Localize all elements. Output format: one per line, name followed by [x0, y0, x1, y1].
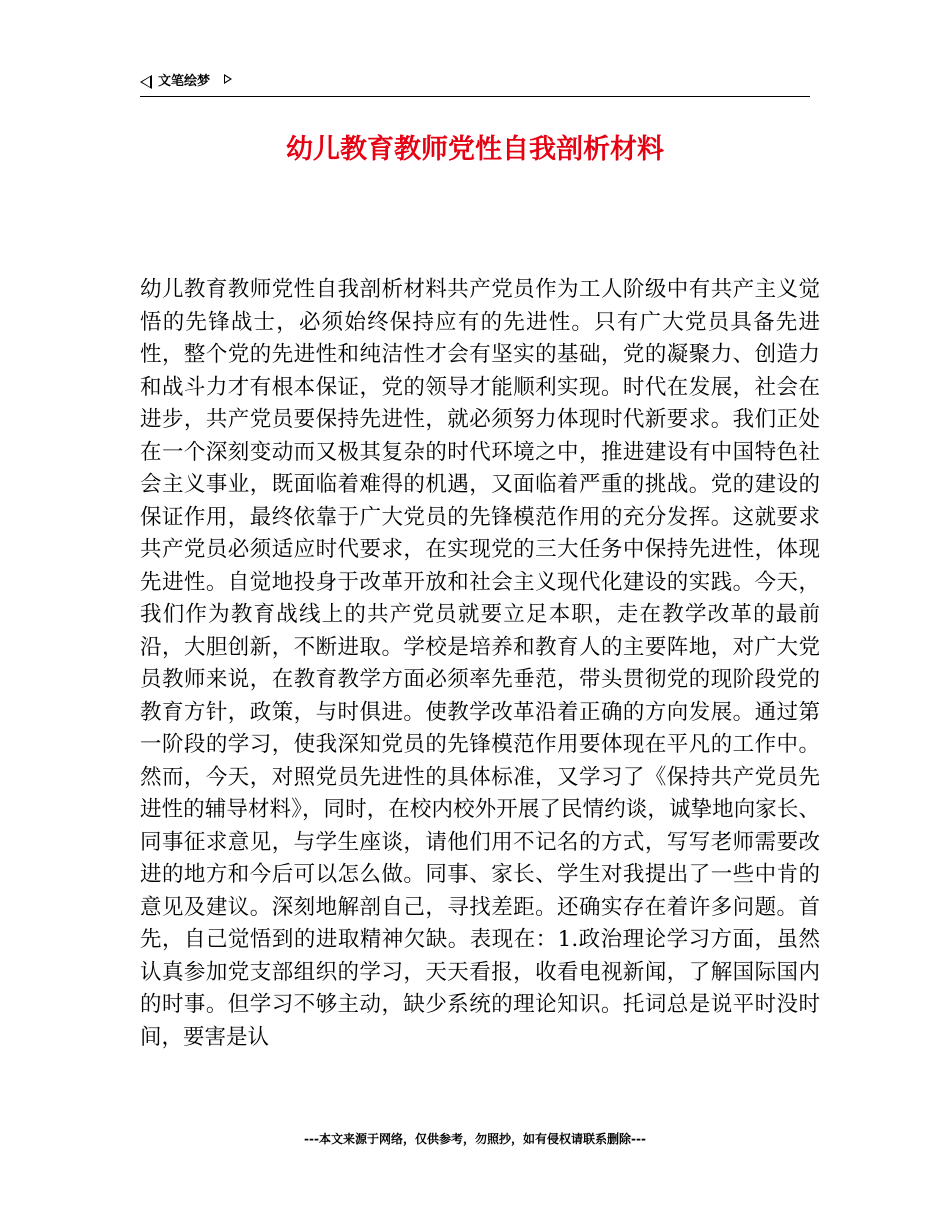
- page-header: [140, 70, 810, 97]
- header-brand: 文笔绘梦: [158, 74, 211, 89]
- triangle-left-icon: [140, 75, 152, 89]
- page-footer-disclaimer: ---本文来源于网络，仅供参考，勿照抄，如有侵权请联系删除---: [304, 1132, 646, 1146]
- document-title: 幼儿教育教师党性自我剖析材料: [286, 134, 664, 165]
- triangle-right-icon: [224, 74, 232, 84]
- document-body: 幼儿教育教师党性自我剖析材料共产党员作为工人阶级中有共产主义觉悟的先锋战士，必须始终保持应有的先进性。只有广大党员具备先进性，整个党的先进性和纯洁性才会有坚实的基础，党的凝聚力、创造力和战斗力才有根本保证，党的领导才能顺利实现。时代在发展，社会在进步，共产党员要保持先进性，就必须努力体现时代新要求。我们正处在一个深刻变动而又极其复杂的时代环境之中，推进建设有中国特色社会主义事业，既面临着难得的机遇，又面临着严重的挑战。党的建设的保证作用，最终依靠于广大党员的先锋模范作用的充分发挥。这就要求共产党员必须适应时代要求，在实现党的三大任务中保持先进性，体现先进性。自觉地投身于改革开放和社会主义现代化建设的实践。今天，我们作为教育战线上的共产党员就要立足本职，走在教学改革的最前沿，大胆创新，不断进取。学校是培养和教育人的主要阵地，对广大党员教师来说，在教育教学方面必须率先垂范，带头贯彻党的现阶段党的教育方针，政策，与时俱进。使教学改革沿着正确的方向发展。通过第一阶段的学习，使我深知党员的先锋模范作用要体现在平凡的工作中。然而，今天，对照党员先进性的具体标准，又学习了《保持共产党员先进性的辅导材料》，同时，在校内校外开展了民情约谈，诚挚地向家长、同事征求意见，与学生座谈，请他们用不记名的方式，写写老师需要改进的地方和今后可以怎么做。同事、家长、学生对我提出了一些中肯的意见及建议。深刻地解剖自己，寻找差距。还确实存在着许多问题。首先，自己觉悟到的进取精神欠缺。表现在：1.政治理论学习方面，虽然认真参加党支部组织的学习，天天看报，收看电视新闻，了解国际国内的时事。但学习不够主动，缺少系统的理论知识。托词总是说平时没时间，要害是认: [140, 277, 820, 1050]
